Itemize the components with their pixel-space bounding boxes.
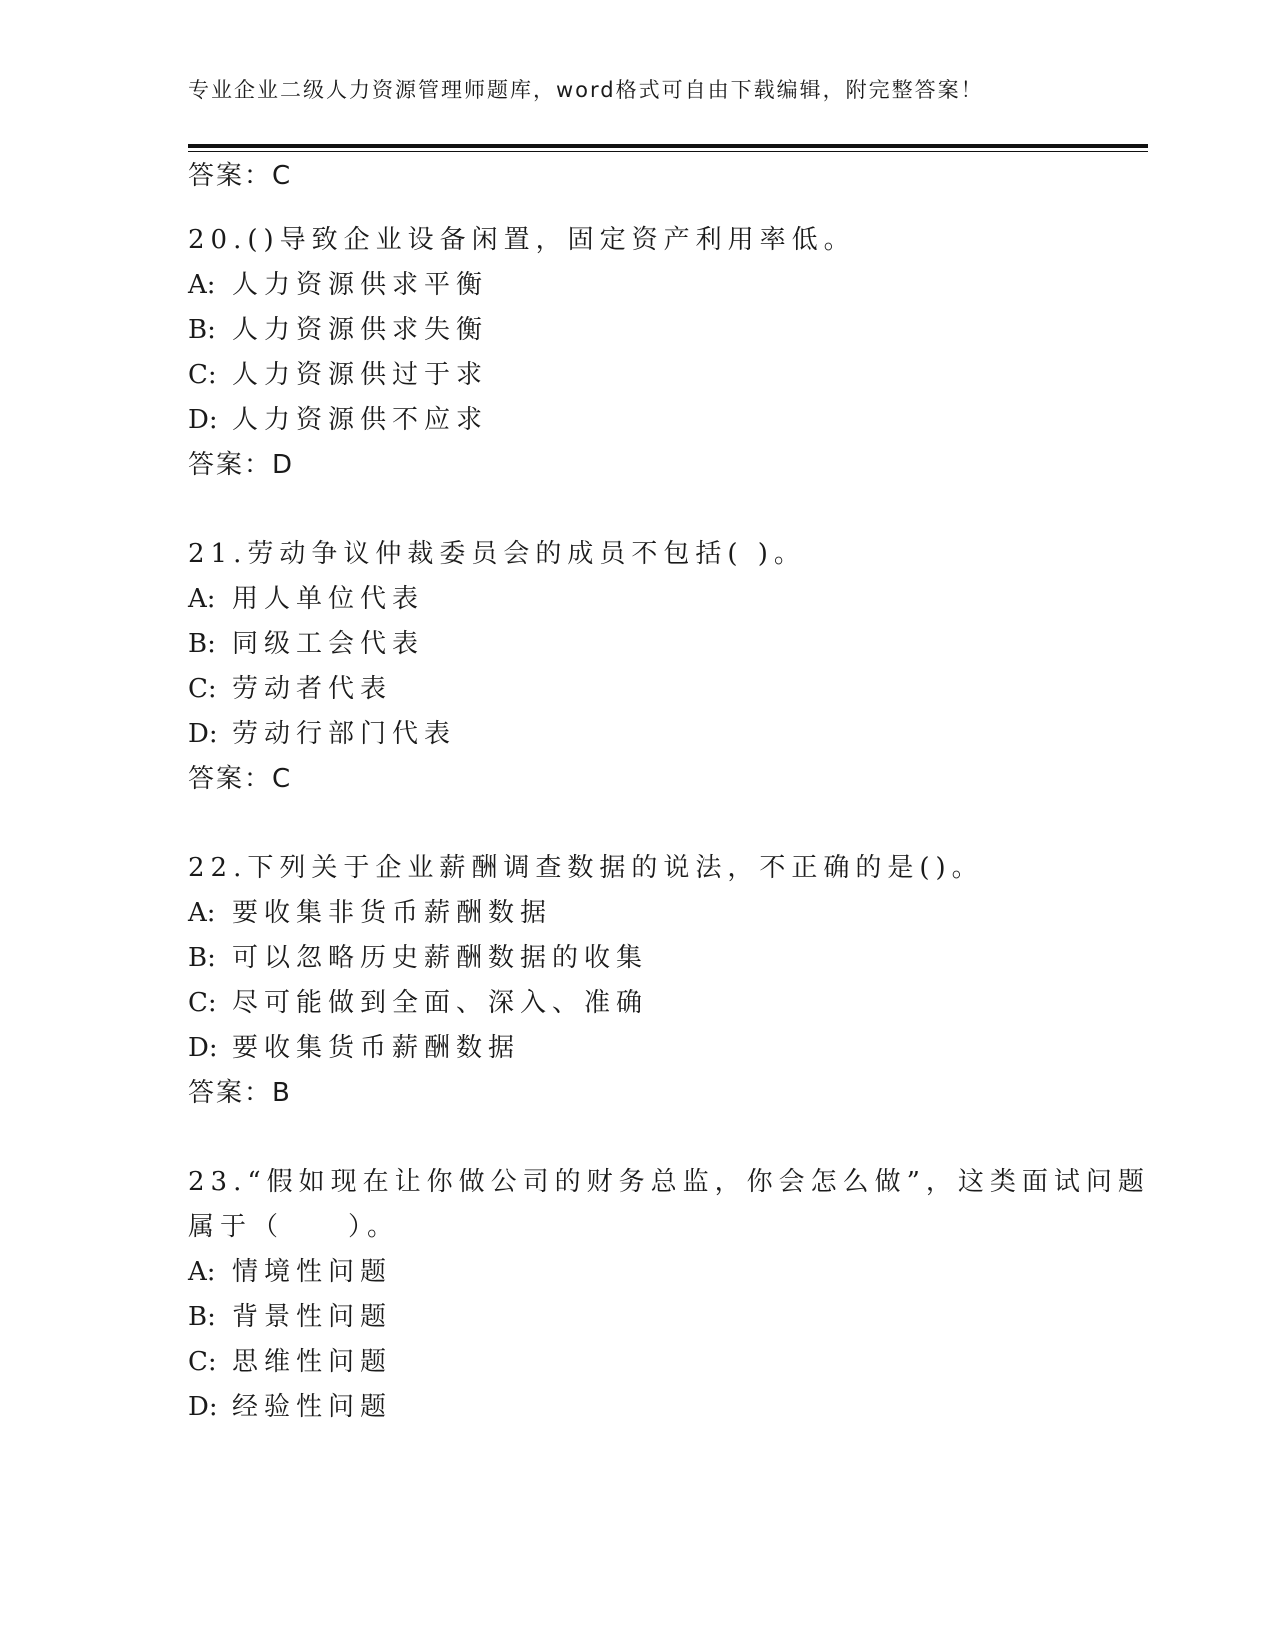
option-text: 要收集货币薪酬数据 — [232, 1033, 521, 1063]
option-letter: D: — [188, 719, 218, 749]
option-letter: B: — [188, 1302, 216, 1332]
question-23-stem-line-2: 属于（ ）。 — [188, 1212, 400, 1242]
option-text: 用人单位代表 — [232, 584, 425, 614]
question-22-answer: 答案：B — [188, 1078, 292, 1108]
option-text: 经验性问题 — [232, 1392, 393, 1422]
question-23-option-c — [188, 1340, 392, 1384]
question-22-option-c — [188, 981, 648, 1025]
question-23-option-b — [188, 1295, 392, 1339]
question-20-option-d — [188, 398, 488, 442]
question-21-option-a — [188, 577, 424, 621]
option-letter: D: — [188, 405, 218, 435]
option-letter: C: — [188, 988, 217, 1018]
question-20-option-c — [188, 353, 488, 397]
option-letter: C: — [188, 674, 217, 704]
header-rule-thick — [188, 144, 1148, 148]
option-letter: B: — [188, 315, 216, 345]
question-23-option-d — [188, 1385, 392, 1429]
option-text: 思维性问题 — [232, 1347, 393, 1377]
option-letter: D: — [188, 1033, 218, 1063]
page-header: 专业企业二级人力资源管理师题库，word格式可自由下载编辑，附完整答案！ — [188, 78, 984, 102]
question-23-option-a — [188, 1250, 392, 1294]
option-text: 人力资源供求平衡 — [232, 270, 489, 300]
option-text: 劳动者代表 — [232, 674, 393, 704]
option-letter: D: — [188, 1392, 218, 1422]
option-text: 背景性问题 — [232, 1302, 393, 1332]
option-text: 尽可能做到全面、深入、准确 — [232, 988, 649, 1018]
option-letter: A: — [188, 1257, 216, 1287]
question-22-option-a — [188, 891, 552, 935]
option-text: 人力资源供求失衡 — [232, 315, 489, 345]
question-23-stem-line-1: 23.“假如现在让你做公司的财务总监，你会怎么做”，这类面试问题 — [188, 1167, 1150, 1197]
question-21-answer: 答案：C — [188, 764, 293, 794]
question-21-option-b — [188, 622, 424, 666]
question-21-option-c — [188, 667, 392, 711]
option-letter: C: — [188, 360, 217, 390]
question-20-stem: 20.()导致企业设备闲置，固定资产利用率低。 — [188, 225, 856, 255]
question-22-option-d — [188, 1026, 520, 1070]
question-21-option-d — [188, 712, 456, 756]
question-22-stem: 22.下列关于企业薪酬调查数据的说法，不正确的是()。 — [188, 853, 984, 883]
option-text: 情境性问题 — [232, 1257, 393, 1287]
option-text: 人力资源供不应求 — [232, 405, 489, 435]
question-20-option-b — [188, 308, 488, 352]
question-21-stem: 21.劳动争议仲裁委员会的成员不包括( )。 — [188, 539, 806, 569]
option-letter: B: — [188, 629, 216, 659]
option-text: 可以忽略历史薪酬数据的收集 — [232, 943, 649, 973]
question-20-option-a — [188, 263, 488, 307]
question-20-answer: 答案：D — [188, 450, 295, 480]
option-letter: A: — [188, 270, 216, 300]
option-letter: B: — [188, 943, 216, 973]
option-letter: A: — [188, 584, 216, 614]
option-text: 要收集非货币薪酬数据 — [232, 898, 553, 928]
option-text: 人力资源供过于求 — [232, 360, 489, 390]
option-letter: C: — [188, 1347, 217, 1377]
header-rule-thin — [188, 151, 1148, 152]
option-text: 劳动行部门代表 — [232, 719, 457, 749]
question-22-option-b — [188, 936, 648, 980]
option-letter: A: — [188, 898, 216, 928]
answer-previous: 答案：C — [188, 161, 293, 191]
option-text: 同级工会代表 — [232, 629, 425, 659]
